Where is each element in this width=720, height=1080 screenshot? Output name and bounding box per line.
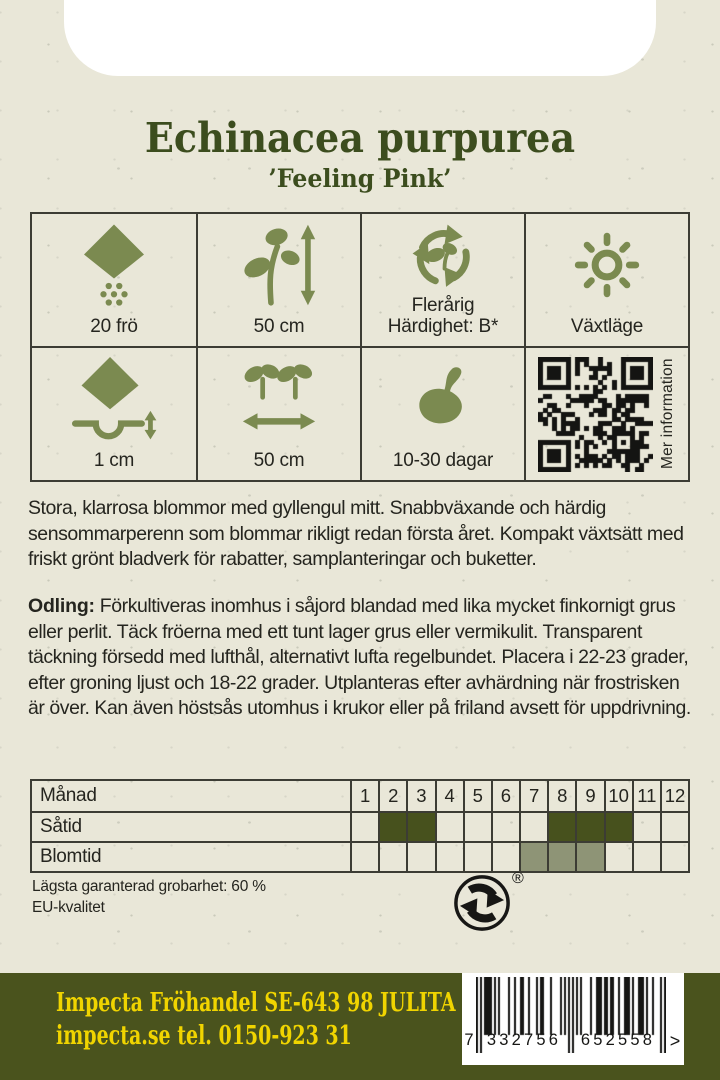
perennial-icon <box>362 214 524 295</box>
plant-spacing-cell <box>196 346 360 480</box>
bloom-time-cells <box>352 843 688 871</box>
seed-count-label: 20 frö <box>90 316 138 337</box>
sowing-time-cells <box>352 813 688 841</box>
month-cell <box>352 843 378 871</box>
month-cell: 2 <box>378 781 406 811</box>
description-paragraph: Stora, klarrosa blommor med gyllengul mitt. Snabbväxande och härdig sensommarperenn som blommar rikligt redan första året. Kompakt växtsätt med friskt grönt bladverk för rabatter, samplanteringar och buketter. <box>28 497 684 570</box>
qr-cell <box>524 346 688 480</box>
perennial-cell <box>360 214 524 346</box>
germination-seed-icon <box>362 348 524 450</box>
month-header-label: Månad <box>32 781 352 811</box>
plant-height-icon <box>198 214 360 316</box>
month-cell <box>575 813 603 841</box>
month-cell <box>463 813 491 841</box>
month-cell <box>547 813 575 841</box>
sowing-calendar <box>30 779 690 873</box>
light-position-label: Växtläge <box>570 316 644 337</box>
month-cell <box>575 843 603 871</box>
month-cell: 4 <box>435 781 463 811</box>
month-cell: 1 <box>359 785 371 806</box>
month-cell <box>378 813 406 841</box>
brand-bar <box>0 973 720 1080</box>
barcode-lead-digit: 7 <box>464 1031 474 1049</box>
month-cell <box>378 843 406 871</box>
sun-icon <box>526 214 688 316</box>
month-cell: 12 <box>660 781 688 811</box>
month-cell <box>406 813 434 841</box>
plant-spacing-icon <box>198 348 360 450</box>
month-cell: 6 <box>491 781 519 811</box>
info-grid <box>30 212 690 482</box>
plant-spacing-label: 50 cm <box>253 450 305 471</box>
month-cell: 5 <box>463 781 491 811</box>
month-cell <box>632 843 660 871</box>
month-cell <box>660 813 688 841</box>
sowing-depth-icon <box>32 348 196 450</box>
germination-cell <box>360 346 524 480</box>
seed-count-cell <box>32 214 196 346</box>
cultivation-label: Odling: <box>28 595 95 617</box>
month-cell <box>660 843 688 871</box>
month-cell: 11 <box>632 781 660 811</box>
calendar-header-row <box>32 781 688 811</box>
cultivar-name: ’Feeling Pink’ <box>268 164 452 193</box>
month-cell <box>604 843 632 871</box>
green-dot-recycling-icon <box>453 874 511 937</box>
light-position-cell <box>524 214 688 346</box>
bloom-time-label: Blomtid <box>32 843 352 871</box>
plant-height-label: 50 cm <box>253 316 305 337</box>
brand-address-block <box>56 987 456 1053</box>
sowing-time-label: Såtid <box>32 813 352 841</box>
qr-caption: Mer information <box>658 358 676 470</box>
month-cell <box>604 813 632 841</box>
month-cell: 10 <box>604 781 632 811</box>
page-title: Echinacea purpurea <box>144 114 576 162</box>
germination-label: 10-30 dagar <box>392 450 494 471</box>
hardiness-label-line2: Härdighet: B* <box>387 316 499 337</box>
seed-packet-icon <box>32 214 196 316</box>
sowing-time-row <box>32 811 688 841</box>
month-cell: 8 <box>547 781 575 811</box>
brand-contact: impecta.se tel. 0150-923 31 <box>56 1021 352 1051</box>
month-cell <box>547 843 575 871</box>
month-cell <box>491 813 519 841</box>
month-cell: 7 <box>519 781 547 811</box>
month-cell <box>632 813 660 841</box>
barcode-digits <box>462 1031 684 1051</box>
barcode <box>462 973 684 1065</box>
envelope-flap <box>64 0 656 76</box>
month-cell <box>406 843 434 871</box>
month-cell <box>463 843 491 871</box>
month-cell <box>519 843 547 871</box>
cultivation-paragraph <box>28 594 696 722</box>
perennial-label-line1: Flerårig <box>411 295 475 316</box>
brand-address: Impecta Fröhandel SE-643 98 JULITA <box>56 988 456 1018</box>
qr-code <box>538 357 653 472</box>
month-cell <box>435 813 463 841</box>
cultivation-text: Förkultiveras inomhus i såjord blandad med lika mycket finkornigt grus eller perlit. Täck fröerna med ett tunt lager grus eller vermikulit. Transparent täckning försedd med lufthål, alternativt lufta regelbundet. Placera i 22-23 grader, efter groning ljust och 18-22 grader. Utplanteras efter avhärdning när frostrisken är över. Kan även höstsås utomhus i krukor eller på friland avsett för uppdrivning. <box>28 595 691 719</box>
barcode-suffix: > <box>669 1031 681 1051</box>
month-cell <box>519 813 547 841</box>
sowing-depth-cell <box>32 346 196 480</box>
month-header-cells <box>352 781 688 811</box>
barcode-group2: 652558 <box>580 1031 656 1049</box>
registered-trademark: ® <box>512 870 524 887</box>
germination-guarantee: Lägsta garanterad grobarhet: 60 % <box>32 878 266 895</box>
bloom-time-row <box>32 841 688 871</box>
eu-quality: EU-kvalitet <box>32 899 105 916</box>
quality-notes <box>32 876 266 918</box>
month-cell <box>352 813 378 841</box>
plant-height-cell <box>196 214 360 346</box>
month-cell <box>435 843 463 871</box>
month-cell: 9 <box>575 781 603 811</box>
month-cell <box>491 843 519 871</box>
month-cell: 3 <box>406 781 434 811</box>
barcode-group1: 332756 <box>486 1031 562 1049</box>
sowing-depth-label: 1 cm <box>93 450 135 471</box>
